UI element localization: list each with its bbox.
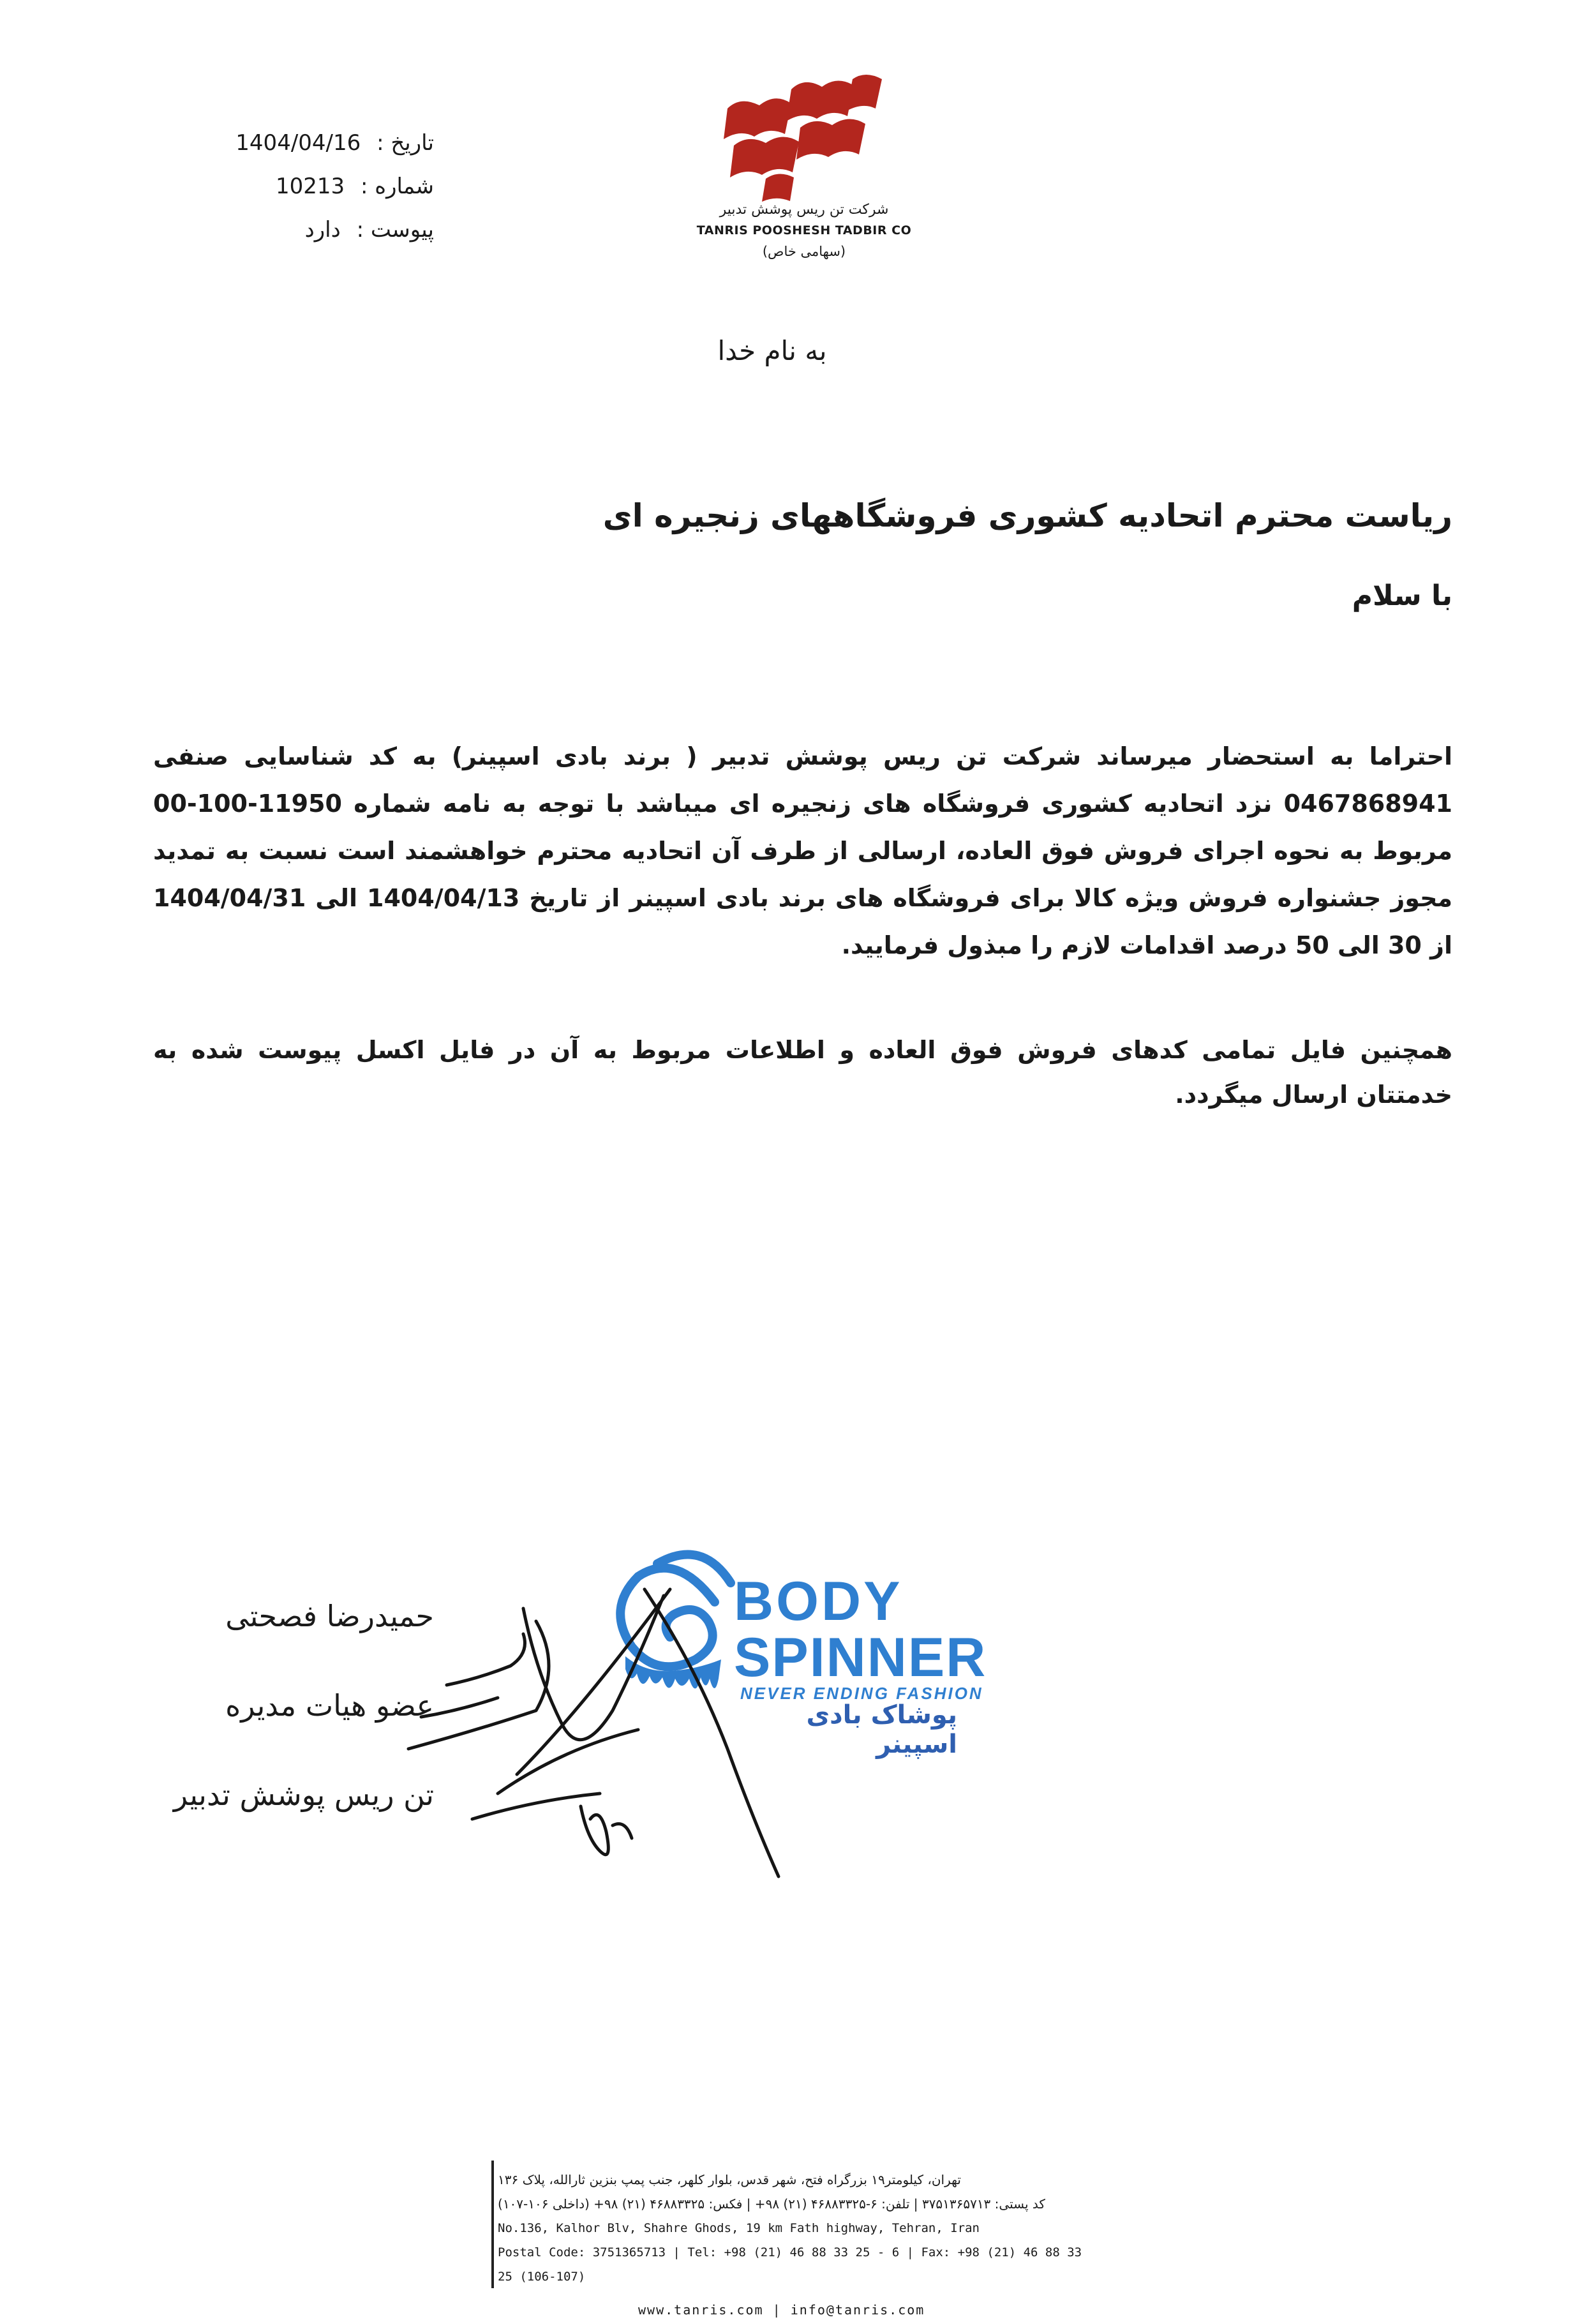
footer-divider <box>491 2161 494 2288</box>
attachment-value: دارد <box>304 217 341 243</box>
brand-word-spinner: SPINNER <box>734 1627 987 1688</box>
attachment-label: پیوست : <box>356 217 434 243</box>
company-name-fa: شرکت تن ریس پوشش تدبیر <box>719 202 889 218</box>
number-row <box>191 165 434 208</box>
body-paragraph-2: همچنین فایل تمامی کدهای فروش فوق العاده و اطلاعات مربوط به آن در فایل اکسل پیوست شده به خدمتتان ارسال میگردد. <box>153 1036 1452 1109</box>
handwritten-signature <box>370 1519 817 1915</box>
company-name-en: TANRIS POOSHESH TADBIR CO <box>696 223 912 237</box>
signatory-title: عضو هیات مدیره <box>225 1688 434 1723</box>
signatory-company: تن ریس پوشش تدبیر <box>173 1778 434 1812</box>
recipient-line: ریاست محترم اتحادیه کشوری فروشگاههای زنجیره ای <box>602 497 1452 534</box>
greeting: با سلام <box>1352 580 1452 612</box>
opening-line: به نام خدا <box>717 335 827 366</box>
body-paragraph-1: احتراما به استحضار میرساند شرکت تن ریس پوشش تدبیر ( برند بادی اسپینر) به کد شناسایی صنفی 0467868941 نزد اتحادیه کشوری فروشگاه های زنجیره ای میباشد با توجه به نامه شماره 11950-100-00 مربوط به نحوه اجرای فروش فوق العاده، ارسالی از طرف آن اتحادیه محترم خواهشمند است نسبت به تمدید مجوز جشنواره فروش ویژه کالا برای فروشگاه های برند بادی اسپینر از تاریخ 1404/04/13 الی 1404/04/31 از 30 الی 50 درصد اقدامات لازم را مبذول فرمایید. <box>153 742 1452 959</box>
date-value: 1404/04/16 <box>235 130 361 156</box>
brand-word-body: BODY <box>734 1571 903 1632</box>
brand-tagline: NEVER ENDING FASHION <box>740 1684 983 1703</box>
date-row <box>191 121 434 165</box>
red-wave-logo-icon <box>715 70 893 204</box>
footer-contact-en: Postal Code: 3751365713 | Tel: +98 (21) 46 88 33 25 - 6 | Fax: +98 (21) 46 88 33 25 (106-107) <box>498 2245 1082 2284</box>
footer-contact-fa: کد پستی: ۳۷۵۱۳۶۵۷۱۳ | تلفن: ۶-۴۶۸۸۳۳۲۵ (۲۱) ۹۸+ | فکس: ۴۶۸۸۳۳۲۵ (۲۱) ۹۸+ (داخلی ۱۰۶-۱۰۷) <box>498 2196 1045 2212</box>
date-label: تاریخ : <box>377 130 434 156</box>
number-label: شماره : <box>361 174 434 199</box>
footer-address-fa: تهران، کیلومتر۱۹ بزرگراه فتح، شهر قدس، بلوار کلهر، جنب پمپ بنزین ثارالله، پلاک ۱۳۶ <box>498 2172 961 2187</box>
attachment-row <box>191 208 434 251</box>
signatory-name: حمیدرضا فصحتی <box>225 1599 434 1633</box>
footer <box>498 2168 1085 2322</box>
brand-name-fa: پوشاک بادی اسپینر <box>806 1700 957 1759</box>
letter-meta <box>191 121 434 251</box>
number-value: 10213 <box>276 174 345 199</box>
footer-web: www.tanris.com | info@tanris.com <box>638 2302 925 2318</box>
company-type: (سهامی خاص) <box>762 244 846 259</box>
footer-address-en: No.136, Kalhor Blv, Shahre Ghods, 19 km Fath highway, Tehran, Iran <box>498 2221 980 2235</box>
